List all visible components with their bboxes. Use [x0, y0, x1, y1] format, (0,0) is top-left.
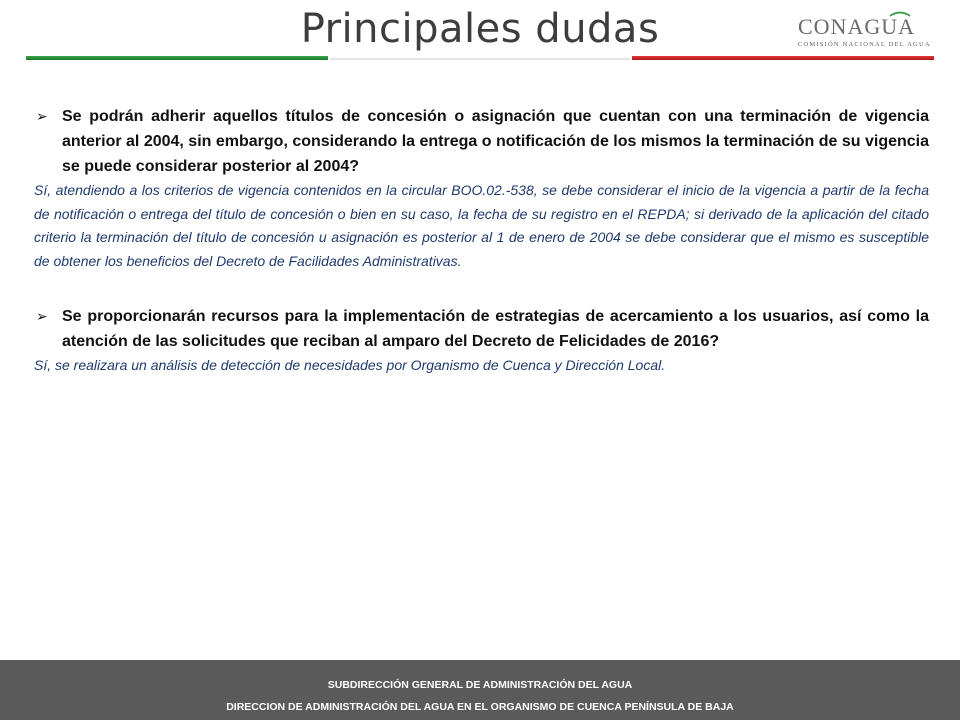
logo-wordmark: [798, 16, 938, 38]
faq-question-1-text: Se podrán adherir aquellos títulos de concesión o asignación que cuentan con una terminación de vigencia anterior al 2004, sin embargo, considerando la entrega o notificación de los mismos la terminación de su vigencia se puede considerar posterior al 2004?: [62, 108, 929, 175]
header-divider-red: [632, 56, 934, 60]
logo-name: CONAGUA: [798, 14, 915, 39]
conagua-logo: [798, 16, 938, 52]
arrow-bullet-icon: ➢: [36, 108, 48, 124]
conagua-logo-icon: [889, 11, 911, 17]
footer-line-2: DIRECCION DE ADMINISTRACIÓN DEL AGUA EN EL ORGANISMO DE CUENCA PENÍNSULA DE BAJA: [226, 701, 734, 713]
faq-question-1: [34, 104, 929, 179]
page-title: Principales dudas: [300, 6, 660, 52]
faq-content: [34, 104, 929, 378]
arrow-bullet-icon: ➢: [36, 308, 48, 324]
header-divider-green: [26, 56, 328, 60]
faq-question-2: [34, 304, 929, 354]
header-divider-white: [330, 58, 630, 60]
faq-answer-1: Sí, atendiendo a los criterios de vigencia contenidos en la circular BOO.02.-538, se debe considerar el inicio de la vigencia a partir de la fecha de notificación o entrega del título de concesión o bien en su caso, la fecha de su registro en el REPDA; si derivado de la aplicación del citado criterio la terminación del título de concesión u asignación es posterior al 1 de enero de 2004 se debe considerar que el mismo es susceptible de obtener los beneficios del Decreto de Facilidades Administrativas.: [34, 182, 929, 269]
footer: [0, 660, 960, 720]
faq-question-2-text: Se proporcionarán recursos para la implementación de estrategias de acercamiento a los usuarios, así como la atención de las solicitudes que reciban al amparo del Decreto de Felicidades de 2016?: [62, 308, 929, 350]
faq-answer-2: Sí, se realizara un análisis de detección de necesidades por Organismo de Cuenca y Dirección Local.: [34, 357, 666, 373]
footer-line-1: SUBDIRECCIÓN GENERAL DE ADMINISTRACIÓN DEL AGUA: [327, 679, 633, 691]
logo-subtitle: COMISIÓN NACIONAL DEL AGUA: [798, 41, 931, 48]
spacer: [34, 273, 929, 304]
